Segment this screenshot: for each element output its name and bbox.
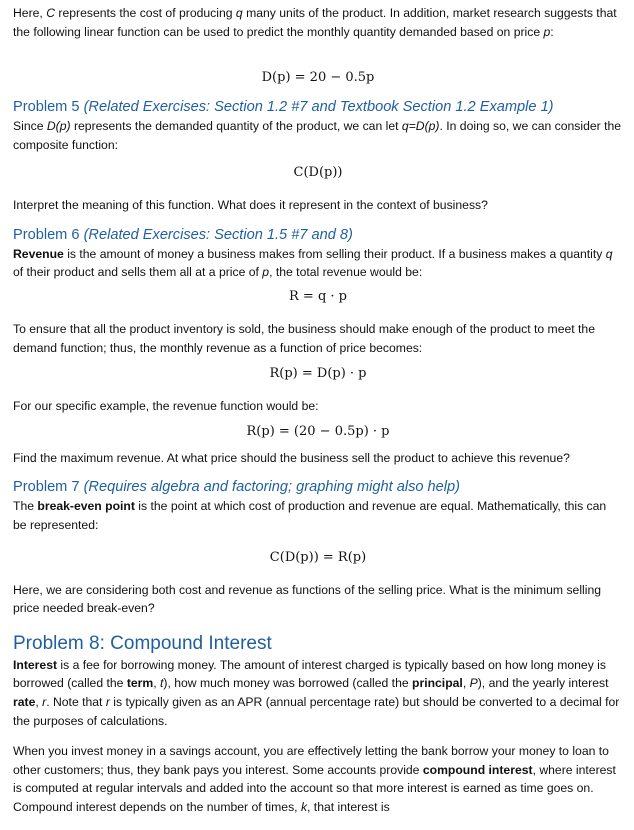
text-span: break-even point bbox=[37, 499, 135, 514]
problem8-heading bbox=[13, 632, 623, 656]
text-span: , that interest is bbox=[307, 799, 390, 814]
problem6-label: Problem 6 bbox=[13, 226, 80, 243]
text-span: term bbox=[126, 676, 154, 691]
text-span: When you invest money in a savings account, you are effectively letting the bank borrow your money to loan to other customers; thus, they bank pays you interest. Some accounts provide bbox=[13, 744, 609, 777]
document-page bbox=[13, 4, 623, 816]
text-span: . In doing so, we can consider the composite function: bbox=[13, 119, 622, 152]
text-span: , bbox=[35, 694, 43, 709]
specific-revenue-equation: R(p) = (20 − 0.5p) · p bbox=[246, 423, 390, 439]
problem5-reference: (Related Exercises: Section 1.2 #7 and Textbook Section 1.2 Example 1) bbox=[79, 99, 554, 115]
composite-function-equation: C(D(p)) bbox=[293, 165, 343, 181]
text-span: is the amount of money a business makes from selling their product. If a business makes a quantity bbox=[63, 246, 606, 261]
problem5-label: Problem 5 bbox=[13, 99, 80, 115]
text-span: many units of the product. In addition, market research suggests that the following linear function can be used to predict the monthly quantity demanded based on price bbox=[13, 6, 617, 39]
text-span: , where interest is computed at regular intervals and added into the account so that more interest is earned as time goes on. Compound interest depends on the number of times, bbox=[13, 762, 616, 814]
text-span: r bbox=[42, 694, 47, 709]
demand-equation: D(p) = 20 − 0.5p bbox=[261, 70, 375, 85]
problem5-question: Interpret the meaning of this function. What does it represent in the context of business? bbox=[13, 198, 488, 213]
text-span: p bbox=[262, 265, 270, 280]
problem8-label: Problem 8 bbox=[13, 632, 100, 654]
text-span: is the point at which cost of production and revenue are equal. Mathematically, this can be represented: bbox=[13, 499, 607, 532]
problem8-title: : Compound Interest bbox=[99, 632, 272, 654]
text-span: D(p) bbox=[46, 119, 71, 133]
text-span: ), how much money was borrowed (called the bbox=[163, 676, 413, 691]
problem6-paragraph-3: For our specific example, the revenue function would be: bbox=[13, 399, 319, 414]
revenue-equation: R = q · p bbox=[289, 288, 347, 304]
text-span: P bbox=[469, 676, 478, 691]
problem8-paragraph-1 bbox=[13, 656, 623, 730]
problem8-paragraph-2 bbox=[13, 742, 623, 816]
revenue-price-equation: R(p) = D(p) · p bbox=[269, 366, 367, 382]
text-span: Revenue bbox=[13, 246, 64, 261]
problem6-paragraph-2: To ensure that all the product inventory is sold, the business should make enough of the product to meet the demand function; thus, the monthly revenue as a function of price becomes: bbox=[13, 321, 595, 355]
text-span: q=D(p) bbox=[401, 119, 440, 133]
text-span: is a fee for borrowing money. The amount of interest charged is typically based on how long money is borrowed (called the bbox=[13, 657, 606, 691]
text-span: C bbox=[46, 6, 56, 20]
text-span: . Note that bbox=[46, 694, 106, 709]
problem7-reference: (Requires algebra and factoring; graphing might also help) bbox=[79, 479, 460, 496]
text-span: represents the cost of producing bbox=[55, 6, 236, 20]
text-span: The bbox=[13, 499, 38, 514]
text-span: q bbox=[605, 246, 613, 261]
text-span: Interest bbox=[13, 657, 58, 672]
problem7-question: Here, we are considering both cost and revenue as functions of the selling price. What is the minimum selling price needed break-even? bbox=[13, 582, 602, 616]
text-span: , bbox=[153, 676, 161, 691]
text-span: rate bbox=[13, 694, 36, 709]
text-span: Since bbox=[13, 119, 47, 133]
problem7-heading bbox=[13, 477, 623, 497]
text-span: principal bbox=[412, 676, 463, 691]
text-span: compound interest bbox=[422, 762, 533, 777]
text-span: , bbox=[462, 676, 470, 691]
text-span: represents the demanded quantity of the product, we can let bbox=[70, 119, 402, 133]
text-span: : bbox=[550, 24, 554, 39]
text-span: of their product and sells them all at a price of bbox=[13, 265, 263, 280]
text-span: , the total revenue would be: bbox=[269, 265, 423, 280]
problem6-paragraph bbox=[13, 245, 623, 282]
text-span: k bbox=[300, 799, 308, 814]
problem6-question: Find the maximum revenue. At what price should the business sell the product to achieve this revenue? bbox=[13, 450, 570, 465]
text-span: p bbox=[543, 24, 551, 39]
text-span: is typically given as an APR (annual percentage rate) but should be converted to a decimal for the purposes of calculations. bbox=[13, 694, 620, 728]
intro-paragraph bbox=[13, 4, 623, 60]
problem5-heading bbox=[13, 97, 623, 117]
break-even-equation: C(D(p)) = R(p) bbox=[269, 549, 367, 565]
problem5-paragraph bbox=[13, 117, 623, 154]
text-span: q bbox=[235, 6, 243, 20]
problem7-label: Problem 7 bbox=[13, 479, 80, 496]
text-span: t bbox=[160, 676, 164, 691]
text-span: ), and the yearly interest bbox=[477, 676, 609, 691]
problem6-heading bbox=[13, 225, 623, 245]
problem6-reference: (Related Exercises: Section 1.5 #7 and 8) bbox=[79, 226, 353, 243]
text-span: Here, bbox=[13, 6, 47, 20]
problem7-paragraph bbox=[13, 497, 623, 534]
text-span: r bbox=[105, 694, 110, 709]
